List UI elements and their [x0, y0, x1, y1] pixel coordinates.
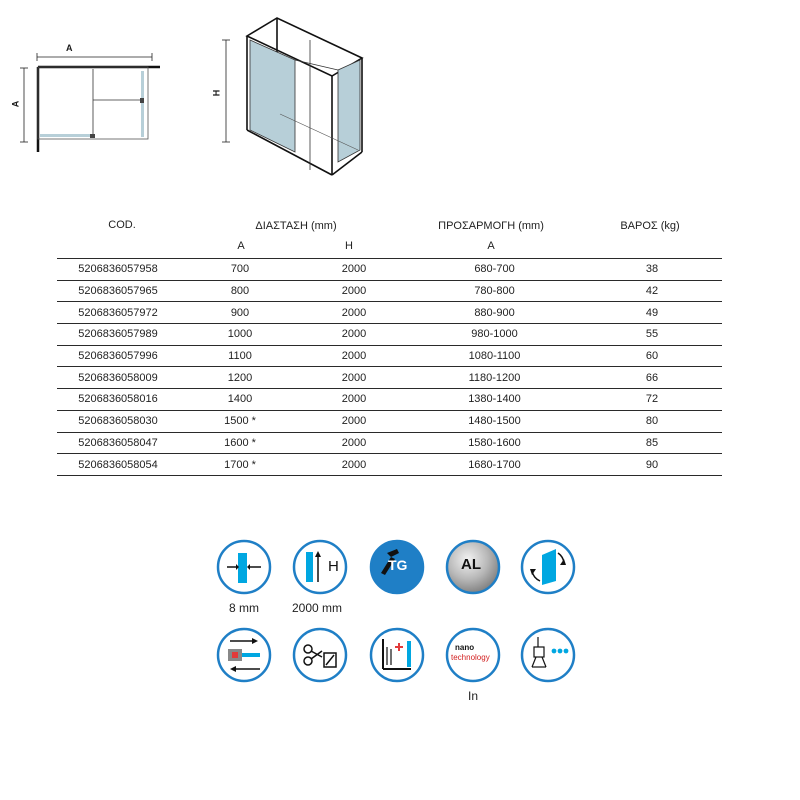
- table-row: [57, 345, 722, 367]
- cell-weight: 85: [582, 432, 722, 454]
- cell-height-h: 2000: [301, 454, 407, 476]
- cell-adjustment: 880-900: [407, 302, 582, 324]
- cell-width-a: 1500 *: [179, 410, 301, 432]
- tempered-glass-label: TG: [388, 557, 408, 573]
- cell-code: 5206836057996: [57, 345, 179, 367]
- isometric-view-diagram: [210, 10, 375, 180]
- cell-height-h: 2000: [301, 302, 407, 324]
- cell-weight: 72: [582, 389, 722, 411]
- cell-weight: 66: [582, 367, 722, 389]
- glass-height-caption: 2000 mm: [291, 601, 343, 615]
- table-row: [57, 432, 722, 454]
- wall-adjustment-icon: [369, 627, 425, 683]
- cell-code: 5206836057972: [57, 302, 179, 324]
- reversible-icon: [520, 539, 576, 595]
- cell-code: 5206836057965: [57, 280, 179, 302]
- cell-height-h: 2000: [301, 367, 407, 389]
- cell-width-a: 1000: [179, 324, 301, 346]
- nano-caption: In: [467, 689, 479, 703]
- cell-adjustment: 1080-1100: [407, 345, 582, 367]
- cell-weight: 90: [582, 454, 722, 476]
- cell-weight: 60: [582, 345, 722, 367]
- header-adjustment: ΠΡΟΣΑΡΜΟΓΗ (mm): [438, 220, 544, 232]
- cut-to-size-icon: [292, 627, 348, 683]
- cell-code: 5206836057958: [57, 259, 179, 281]
- cell-code: 5206836058016: [57, 389, 179, 411]
- header-weight: ΒΑΡΟΣ (kg): [620, 220, 680, 232]
- cell-code: 5206836058054: [57, 454, 179, 476]
- cell-height-h: 2000: [301, 280, 407, 302]
- cell-adjustment: 1480-1500: [407, 410, 582, 432]
- table-row: [57, 410, 722, 432]
- glass-height-icon-letter: H: [328, 558, 339, 575]
- cell-code: 5206836058047: [57, 432, 179, 454]
- table-row: [57, 389, 722, 411]
- cell-code: 5206836058030: [57, 410, 179, 432]
- cell-width-a: 800: [179, 280, 301, 302]
- plan-label-side: A: [10, 100, 21, 108]
- cell-height-h: 2000: [301, 389, 407, 411]
- nano-label: nano: [455, 643, 475, 652]
- cell-adjustment: 1380-1400: [407, 389, 582, 411]
- cell-weight: 80: [582, 410, 722, 432]
- cell-height-h: 2000: [301, 345, 407, 367]
- table-row: [57, 259, 722, 281]
- cell-weight: 55: [582, 324, 722, 346]
- cell-height-h: 2000: [301, 410, 407, 432]
- iso-label-height: H: [211, 89, 222, 97]
- nano-technology-label: technology: [451, 653, 490, 662]
- cell-adjustment: 680-700: [407, 259, 582, 281]
- subheader-h: H: [345, 240, 353, 252]
- cell-width-a: 700: [179, 259, 301, 281]
- glass-thickness-caption: 8 mm: [229, 601, 259, 615]
- cell-height-h: 2000: [301, 259, 407, 281]
- cell-weight: 49: [582, 302, 722, 324]
- plan-view-diagram: [10, 38, 165, 158]
- cell-adjustment: 980-1000: [407, 324, 582, 346]
- cell-width-a: 900: [179, 302, 301, 324]
- cell-width-a: 1200: [179, 367, 301, 389]
- easy-clean-icon: [520, 627, 576, 683]
- spec-table: [57, 258, 722, 476]
- header-dimension: ΔΙΑΣΤΑΣΗ (mm): [255, 220, 337, 232]
- cell-adjustment: 1580-1600: [407, 432, 582, 454]
- glass-thickness-icon: [216, 539, 272, 595]
- table-row: [57, 324, 722, 346]
- table-row: [57, 454, 722, 476]
- cell-adjustment: 1180-1200: [407, 367, 582, 389]
- glass-height-icon: [292, 539, 348, 595]
- cell-weight: 42: [582, 280, 722, 302]
- table-row: [57, 302, 722, 324]
- subheader-a: A: [237, 240, 245, 252]
- cell-height-h: 2000: [301, 432, 407, 454]
- header-code: COD.: [108, 219, 136, 231]
- cell-adjustment: 1680-1700: [407, 454, 582, 476]
- adjustable-profile-icon: [216, 627, 272, 683]
- cell-width-a: 1400: [179, 389, 301, 411]
- cell-adjustment: 780-800: [407, 280, 582, 302]
- cell-code: 5206836057989: [57, 324, 179, 346]
- cell-width-a: 1100: [179, 345, 301, 367]
- cell-width-a: 1600 *: [179, 432, 301, 454]
- subheader-adj-a: A: [487, 240, 495, 252]
- cell-weight: 38: [582, 259, 722, 281]
- cell-height-h: 2000: [301, 324, 407, 346]
- cell-code: 5206836058009: [57, 367, 179, 389]
- aluminium-label: AL: [461, 556, 481, 573]
- plan-label-top: A: [66, 43, 73, 53]
- table-row: [57, 280, 722, 302]
- table-row: [57, 367, 722, 389]
- cell-width-a: 1700 *: [179, 454, 301, 476]
